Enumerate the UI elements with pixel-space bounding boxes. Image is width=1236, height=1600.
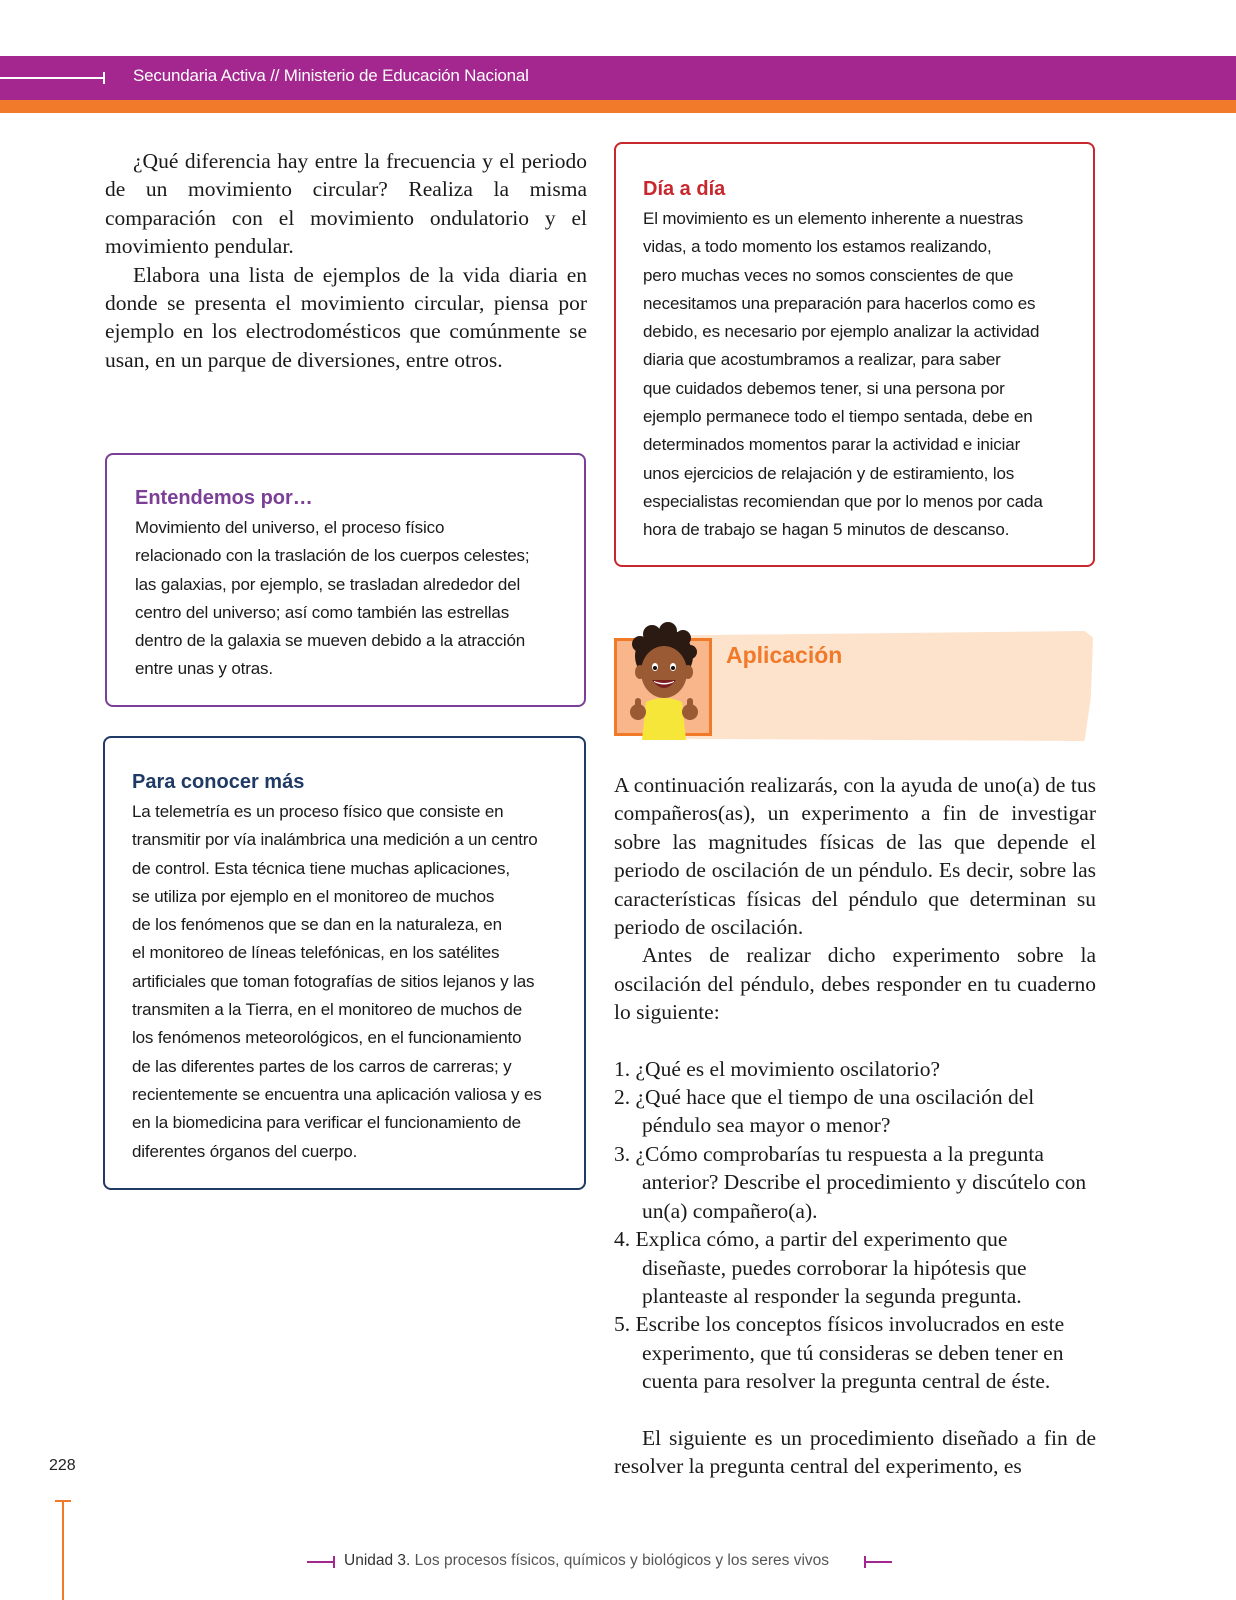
header-accent-stripe bbox=[0, 100, 1236, 113]
box-line: en la biomedicina para verificar el funcionamiento de bbox=[132, 1113, 521, 1133]
box-line: Movimiento del universo, el proceso físico bbox=[135, 518, 445, 537]
footer-rule-left-tick bbox=[333, 1556, 335, 1568]
box-line: que cuidados debemos tener, si una persona por bbox=[643, 378, 1005, 398]
box-line: diferentes órganos del cuerpo. bbox=[132, 1141, 358, 1161]
box-line: hora de trabajo se hagan 5 minutos de descanso. bbox=[643, 520, 1010, 540]
box-line: artificiales que toman fotografías de sitios lejanos y las bbox=[132, 971, 535, 991]
box-line: de los fenómenos que se dan en la naturaleza, en bbox=[132, 915, 502, 935]
box-line: El movimiento es un elemento inherente a nuestras bbox=[643, 209, 1024, 228]
page-number: 228 bbox=[49, 1457, 76, 1474]
footer-rule-right-tick bbox=[864, 1556, 866, 1568]
header-rule bbox=[0, 77, 104, 79]
footer-rule-left bbox=[307, 1561, 335, 1563]
box-line: unos ejercicios de relajación y de estiramiento, los bbox=[643, 463, 1015, 483]
paragraph: Elabora una lista de ejemplos de la vida diaria en donde se presenta el movimiento circular, piensa por ejemplo en los electrodomésticos que comúnmente se usan, en un parque de diversiones, entre otros. bbox=[105, 262, 587, 372]
box-line: de las diferentes partes de los carros de carreras; y bbox=[132, 1056, 512, 1076]
dia-a-dia-title: Día a día bbox=[643, 178, 726, 200]
box-line: especialistas recomiendan que por lo menos por cada bbox=[643, 491, 1043, 511]
box-line: recientemente se encuentra una aplicación valiosa y es bbox=[132, 1084, 542, 1104]
list-item: 2. ¿Qué hace que el tiempo de una oscilación del péndulo sea mayor o menor? bbox=[614, 1085, 1035, 1138]
dia-a-dia-body bbox=[643, 205, 1067, 545]
list-item: 3. ¿Cómo comprobarías tu respuesta a la pregunta anterior? Describe el procedimiento y discútelo con un(a) compañero(a). bbox=[614, 1141, 1087, 1223]
footer-rule bbox=[62, 1501, 64, 1600]
list-item: 5. Escribe los conceptos físicos involucrados en este experimento, que tú consideras se deben tener en cuenta para resolver la pregunta central de éste. bbox=[614, 1312, 1065, 1394]
box-line: relacionado con la traslación de los cuerpos celestes; bbox=[135, 546, 530, 566]
box-line: pero muchas veces no somos conscientes de que bbox=[643, 265, 1014, 285]
box-line: centro del universo; así como también las estrellas bbox=[135, 602, 510, 622]
aplicacion-title: Aplicación bbox=[726, 642, 843, 668]
box-line: dentro de la galaxia se mueven debido a la atracción bbox=[135, 631, 526, 651]
footer-unit-name: Los procesos físicos, químicos y biológicos y los seres vivos bbox=[414, 1552, 830, 1569]
footer-unit-title bbox=[344, 1552, 829, 1570]
entendemos-box bbox=[105, 453, 586, 707]
entendemos-body bbox=[135, 514, 558, 684]
paragraph: ¿Qué diferencia hay entre la frecuencia y el periodo de un movimiento circular? Realiza la misma comparación con el movimiento ondulatorio y el movimiento pendular. bbox=[105, 149, 587, 259]
box-line: diaria que acostumbramos a realizar, para saber bbox=[643, 350, 1001, 370]
box-line: las galaxias, por ejemplo, se trasladan alrededor del bbox=[135, 574, 521, 594]
box-line: determinados momentos parar la actividad e iniciar bbox=[643, 435, 1021, 455]
list-item: 4. Explica cómo, a partir del experimento que diseñaste, puedes corroborar la hipótesis que planteaste al responder la segunda pregunta. bbox=[614, 1227, 1027, 1308]
student-thumbs-up-icon bbox=[624, 622, 704, 740]
paragraph: Antes de realizar dicho experimento sobre la oscilación del péndulo, debes responder en tu cuaderno lo siguiente: bbox=[614, 943, 1096, 1025]
footer-rule-right bbox=[864, 1561, 892, 1563]
left-body-text bbox=[105, 147, 587, 374]
paragraph: A continuación realizarás, con la ayuda de uno(a) de tus compañeros(as), un experimento a fin de investigar sobre las magnitudes físicas de las que depende el periodo de oscilación de un péndulo. Es decir, sobre las características físicas del péndulo que determinan su periodo de oscilación. bbox=[614, 773, 1096, 940]
box-line: transmitir por vía inalámbrica una medición a un centro bbox=[132, 830, 538, 850]
box-line: entre unas y otras. bbox=[135, 659, 273, 679]
box-line: ejemplo permanece todo el tiempo sentada, debe en bbox=[643, 407, 1033, 427]
box-line: necesitamos una preparación para hacerlos como es bbox=[643, 293, 1036, 313]
question-list bbox=[614, 1055, 1096, 1396]
list-item: 1. ¿Qué es el movimiento oscilatorio? bbox=[614, 1056, 940, 1081]
dia-a-dia-box bbox=[614, 142, 1095, 567]
box-line: el monitoreo de líneas telefónicas, en los satélites bbox=[132, 943, 500, 963]
box-line: La telemetría es un proceso físico que consiste en bbox=[132, 802, 504, 821]
box-line: se utiliza por ejemplo en el monitoreo de muchos bbox=[132, 886, 495, 906]
box-line: vidas, a todo momento los estamos realizando, bbox=[643, 237, 992, 257]
right-body-text bbox=[614, 771, 1096, 1480]
box-line: debido, es necesario por ejemplo analizar la actividad bbox=[643, 322, 1040, 342]
box-line: de control. Esta técnica tiene muchas aplicaciones, bbox=[132, 858, 510, 878]
box-line: los fenómenos meteorológicos, en el funcionamiento bbox=[132, 1028, 522, 1048]
header-rule-tick bbox=[103, 72, 105, 84]
box-line: transmiten a la Tierra, en el monitoreo de muchos de bbox=[132, 1000, 523, 1020]
conocer-box bbox=[103, 736, 586, 1190]
conocer-body bbox=[132, 798, 558, 1166]
paragraph: El siguiente es un procedimiento diseñado a fin de resolver la pregunta central del experimento, es bbox=[614, 1425, 1096, 1478]
header-title: Secundaria Activa // Ministerio de Educación Nacional bbox=[133, 66, 529, 85]
conocer-title: Para conocer más bbox=[132, 771, 305, 793]
entendemos-title: Entendemos por… bbox=[135, 487, 313, 509]
footer-unit-label: Unidad 3. bbox=[344, 1552, 411, 1569]
